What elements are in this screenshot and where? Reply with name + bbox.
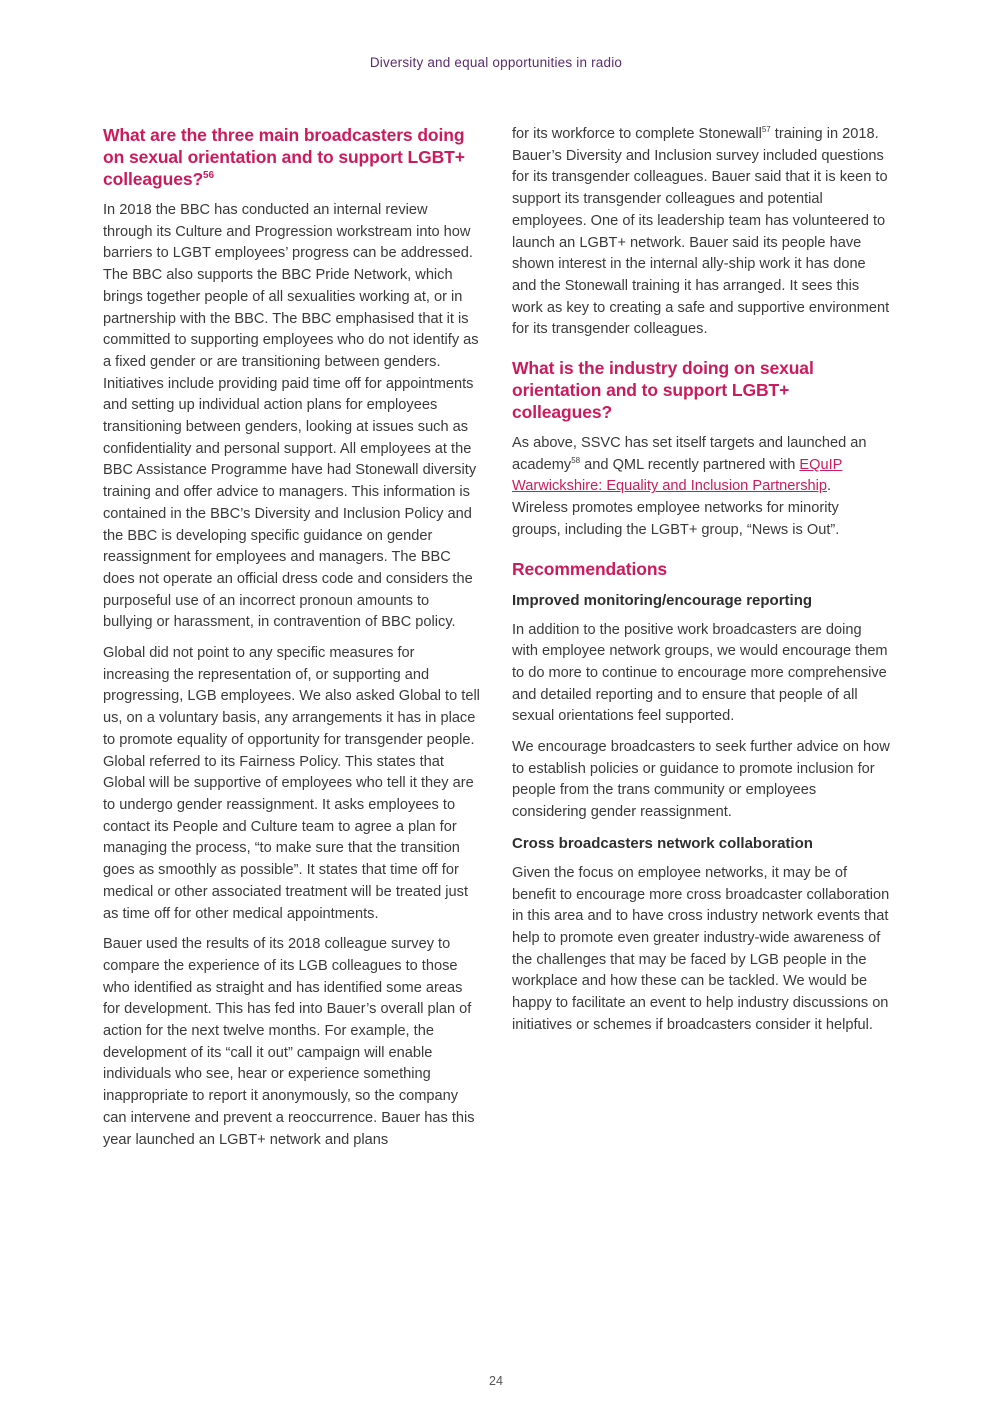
footnote-ref-57[interactable]: 57 [761,125,771,134]
right-column [512,124,890,1046]
section-heading-recommendations: Recommendations [512,558,668,579]
running-header: Diversity and equal opportunities in radio [369,55,623,70]
subheading-monitoring: Improved monitoring/encourage reporting [512,591,813,609]
text: for its workforce to complete Stonewall [512,126,762,142]
page-number: 24 [489,1374,503,1388]
paragraph-collaboration: Given the focus on employee networks, it may be of benefit to encourage more cross broadcaster collaboration in this area and to have cross industry network events that help to promote even greater industry-wide awareness of the challenges that may be faced by LGB people in the workplace and how these can be tackled. We would be happy to facilitate an event to help industry discussions on initiatives or schemes if broadcasters consider it helpful. [512,864,890,1033]
footnote-ref-56[interactable]: 56 [203,170,214,181]
text: . Wireless promotes employee networks for minority groups, including the LGBT+ group, “News is Out”. [512,478,840,538]
paragraph-bbc: In 2018 the BBC has conducted an internal review through its Culture and Progression workstream into how barriers to LGBT employees’ progress can be addressed. The BBC also supports the BBC Pride Network, which brings together people of all sexualities working at, or in partnership with the BBC. The BBC emphasised that it is committed to supporting employees who do not identify as a fixed gender or are transitioning between genders. Initiatives include providing paid time off for appointments and setting up individual action plans for employees transitioning between genders, looking at issues such as confidentiality and personal support. All employees at the BBC Assistance Programme have had Stonewall diversity training and offer advice to managers. This information is contained in the BBC’s Diversity and Inclusion Policy and the BBC is developing specific guidance on gender reassignment for employees and managers. The BBC does not operate an official dress code and considers the purposeful use of an incorrect pronoun amounts to bullying or harassment, in contravention of BBC policy. [103,202,479,631]
paragraph-industry [512,433,890,542]
paragraph-advice: We encourage broadcasters to seek further advice on how to establish policies or guidance to promote inclusion for people from the trans community or employees considering gender reassignment. [512,739,890,821]
left-column [103,124,481,1160]
equip-warwickshire-link[interactable]: EQuIP Warwickshire: Equality and Inclusion Partnership [512,456,843,495]
footnote-ref-58[interactable]: 58 [571,455,581,465]
paragraph-monitoring: In addition to the positive work broadcasters are doing with employee network groups, we would encourage them to do more to continue to encourage more comprehensive and detailed reporting and to ensure that people of all sexual orientations feel supported. [512,621,888,725]
text: training in 2018. Bauer’s Diversity and Inclusion survey included questions for its transgender colleagues. Bauer said that it is keen to support its transgender colleagues and potential employees. One of its leadership team has volunteered to launch an LGBT+ network. Bauer said its people have shown interest in the internal ally-ship work it has done and the Stonewall training it has arranged. It sees this work as key to creating a safe and supportive environment for its transgender colleagues. [512,126,890,338]
text: and QML recently partnered with [580,456,800,473]
section-heading-industry: What is the industry doing on sexual orientation and to support LGBT+ colleagues? [512,358,814,423]
subheading-collaboration: Cross broadcasters network collaboration [512,834,813,852]
paragraph-bauer-continued [512,124,890,341]
section-heading-broadcasters [103,124,481,190]
paragraph-global: Global did not point to any specific measures for increasing the representation of, or supporting and progressing, LGB employees. We also asked Global to tell us, on a voluntary basis, any arrangements it has in place to promote equality of opportunity for transgender people. Global referred to its Fairness Policy. This states that Global will be supportive of employees who tell it they are to undergo gender reassignment. It asks employees to contact its People and Culture team to agree a plan for managing the process, “to make sure that the transition goes as smoothly as possible”. It states that time off for medical or other associated treatment will be treated just as time off for other medical appointments. [103,645,480,922]
text: As above, SSVC has set itself targets and launched an academy [512,435,867,473]
heading-text: What are the three main broadcasters doing on sexual orientation and to support LGBT+ colleagues? [103,125,465,189]
paragraph-bauer: Bauer used the results of its 2018 colleague survey to compare the experience of its LGB colleagues to those who identified as straight and has identified some areas for development. This has fed into Bauer’s overall plan of action for the next twelve months. For example, the development of its “call it out” campaign will enable individuals who see, hear or experience something inappropriate to report it anonymously, so the company can intervene and prevent a reoccurrence. Bauer has this year launched an LGBT+ network and plans [103,936,475,1148]
